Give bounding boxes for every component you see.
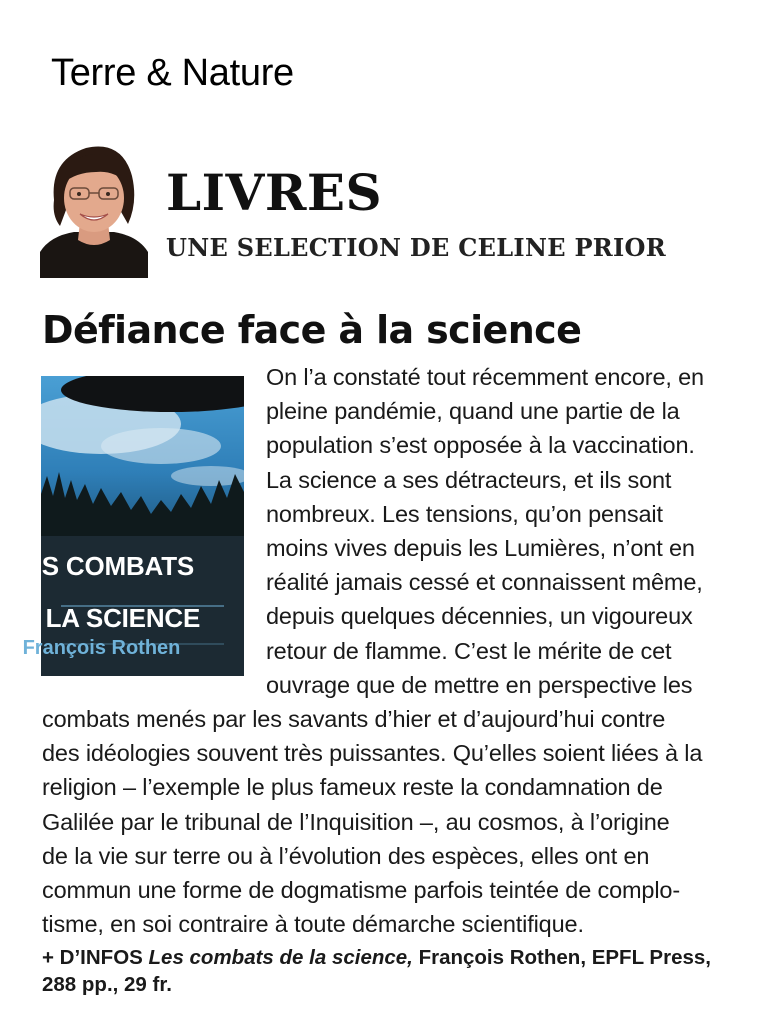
article-body-line: On l’a constaté tout récemment encore, en — [266, 364, 704, 390]
book-cover-title-line2: DE LA SCIENCE — [2, 603, 201, 633]
article-body-line: Galilée par le tribunal de l’Inquisition –, au cosmos, à l’origine — [42, 808, 670, 835]
article-body-line: religion – l’exemple le plus fameux reste la condamnation de — [42, 774, 663, 801]
section-title: LIVRES — [166, 163, 383, 222]
article-body-line: population s’est opposée à la vaccination. — [266, 432, 695, 459]
section-subtitle: UNE SELECTION DE CELINE PRIOR — [166, 233, 667, 262]
article-body-line: nombreux. Les tensions, qu’on pensait — [266, 500, 663, 527]
more-info-line2: 288 pp., 29 fr. — [42, 973, 172, 996]
article-body-line: commun une forme de dogmatisme parfois teintée de complo- — [42, 877, 681, 903]
more-info-prefix: + D’INFOS — [42, 946, 143, 969]
article-body-line: réalité jamais cessé et connaissent même, — [266, 569, 703, 596]
article-headline: Défiance face à la science — [42, 308, 582, 352]
article-body-line: retour de flamme. C’est le mérite de cet — [266, 637, 672, 664]
more-info-book-title: Les combats de la science, — [148, 946, 413, 969]
author-photo — [40, 140, 148, 278]
article-body-line: ouvrage que de mettre en perspective les — [266, 671, 693, 698]
article-body-line: pleine pandémie, quand une partie de la — [266, 398, 680, 425]
article-body-line: de la vie sur terre ou à l’évolution des espèces, elles ont en — [42, 842, 650, 869]
article-body-line: tisme, en soi contraire à toute démarche scientifique. — [42, 911, 584, 938]
article-body-line: moins vives depuis les Lumières, n’ont en — [266, 535, 695, 561]
article-body-line: La science a ses détracteurs, et ils sont — [266, 466, 672, 493]
article-body-line: depuis quelques décennies, un vigoureux — [266, 603, 693, 630]
more-info-details: François Rothen, EPFL Press, — [418, 946, 711, 969]
article-body-line: des idéologies souvent très puissantes. Qu’elles soient liées à la — [42, 740, 703, 767]
book-cover-title-line1: LES COMBATS — [8, 551, 195, 581]
article-body-line: combats menés par les savants d’hier et d’aujourd’hui contre — [42, 706, 666, 732]
more-info-line1 — [42, 946, 711, 970]
book-cover-author: François Rothen — [22, 637, 181, 659]
publication-name: Terre & Nature — [51, 52, 294, 94]
